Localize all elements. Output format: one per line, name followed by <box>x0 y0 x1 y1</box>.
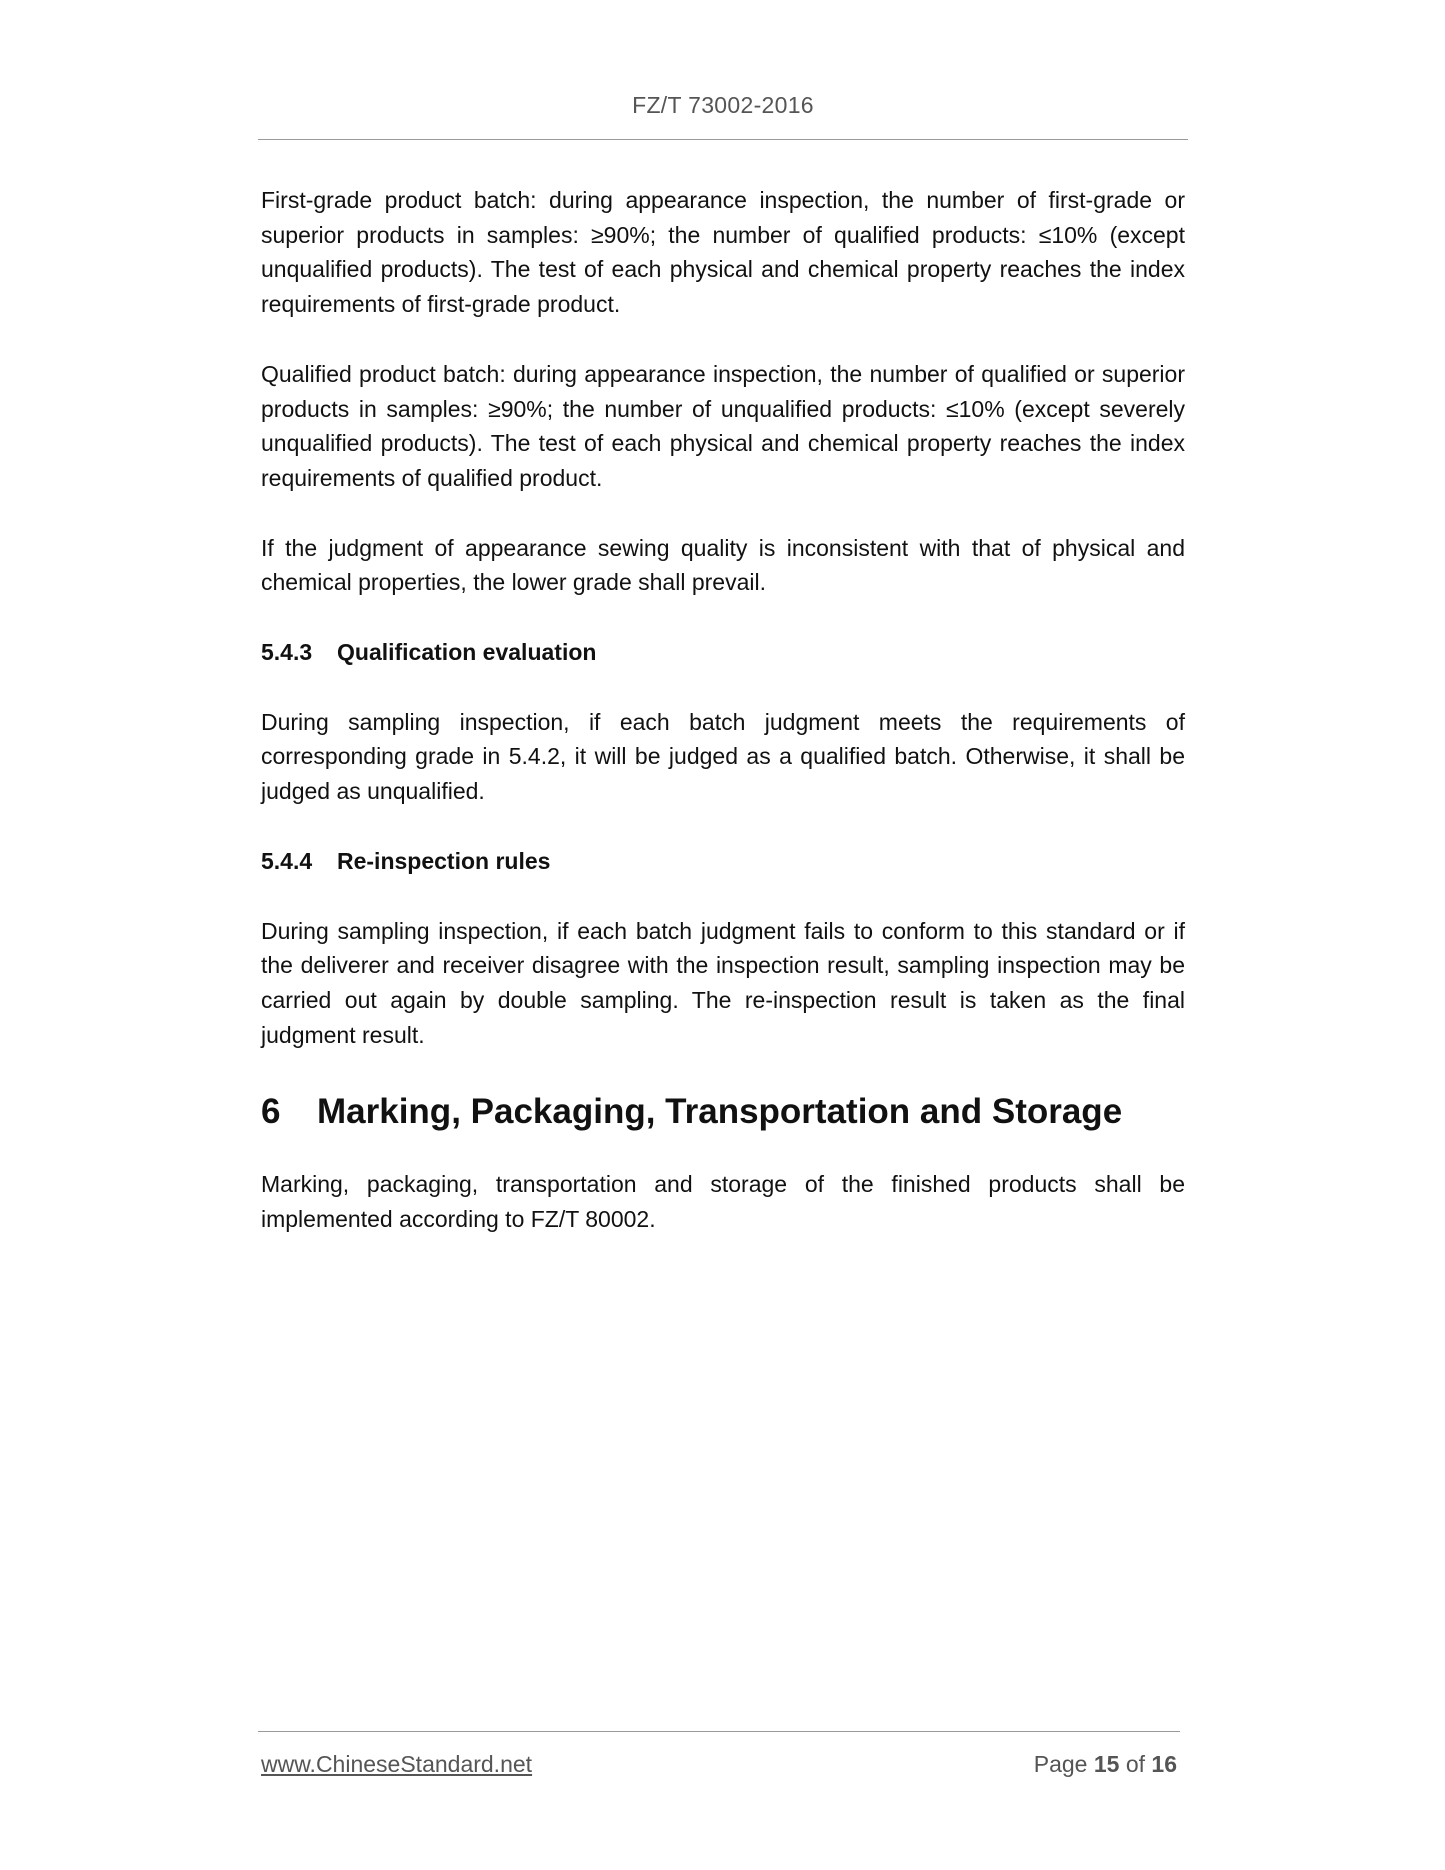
chapter-heading-6 <box>261 1087 1185 1137</box>
paragraph-qualification-evaluation: During sampling inspection, if each batch judgment meets the requirements of corresponding grade in 5.4.2, it will be judged as a qualified batch. Otherwise, it shall be judged as unqualified. <box>261 708 1185 805</box>
section-number: 5.4.3 <box>261 639 313 666</box>
of-label: of <box>1125 1751 1146 1777</box>
chapter-number: 6 <box>261 1092 281 1132</box>
total-page-number: 16 <box>1151 1751 1177 1777</box>
paragraph-lower-grade-rule: If the judgment of appearance sewing quality is inconsistent with that of physical and chemical properties, the lower grade shall prevail. <box>261 534 1185 596</box>
page-number <box>1034 1751 1177 1778</box>
header-divider <box>258 139 1188 140</box>
paragraph-reinspection-rules: During sampling inspection, if each batch judgment fails to conform to this standard or if the deliverer and receiver disagree with the inspection result, sampling inspection may be carried out again by double sampling. The re-inspection result is taken as the final judgment result. <box>261 917 1185 1048</box>
current-page-number: 15 <box>1093 1751 1120 1777</box>
paragraph-marking-packaging: Marking, packaging, transportation and storage of the finished products shall be implemented according to FZ/T 80002. <box>261 1171 1185 1233</box>
section-heading-5-4-4 <box>261 844 1185 879</box>
website-link[interactable]: www.ChineseStandard.net <box>261 1751 533 1777</box>
section-number: 5.4.4 <box>261 847 313 874</box>
section-heading-5-4-3 <box>261 635 1185 670</box>
page-label: Page <box>1033 1751 1088 1777</box>
page-body <box>261 183 1185 1272</box>
document-code-header: FZ/T 73002-2016 <box>632 92 814 118</box>
chapter-title: Marking, Packaging, Transportation and Storage <box>317 1092 1123 1132</box>
section-title: Re-inspection rules <box>337 847 551 874</box>
footer-divider <box>258 1731 1180 1732</box>
paragraph-first-grade-batch: First-grade product batch: during appearance inspection, the number of first-grade or superior products in samples: ≥90%; the number of qualified products: ≤10% (except unqualified products). The test of each physical and chemical property reaches the index requirements of first-grade product. <box>261 187 1185 318</box>
paragraph-qualified-batch: Qualified product batch: during appearance inspection, the number of qualified or superior products in samples: ≥90%; the number of unqualified products: ≤10% (except severely unqualified products). The test of each physical and chemical property reaches the index requirements of qualified product. <box>261 360 1185 491</box>
section-title: Qualification evaluation <box>337 639 597 666</box>
